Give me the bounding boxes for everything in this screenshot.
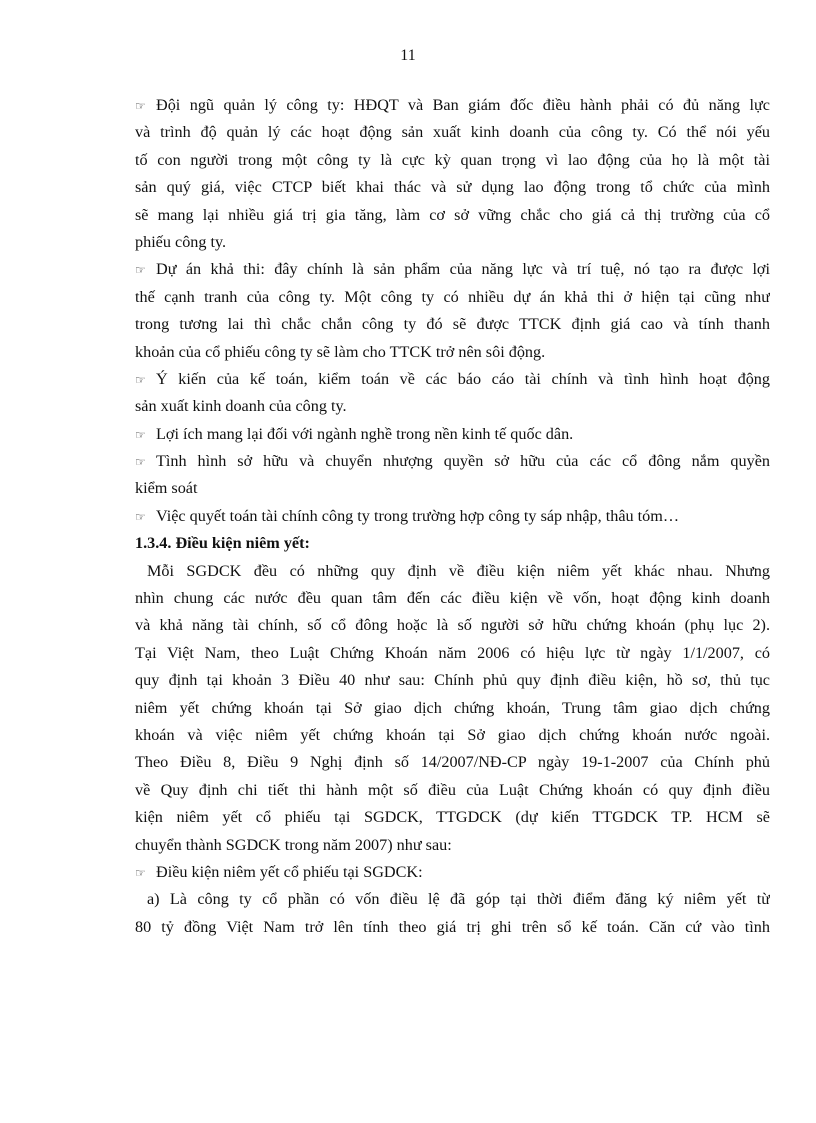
line-text: về Quy định chi tiết thi hành một số điều của Luật Chứng khoán có quy định điều xyxy=(135,780,770,799)
line-text: Đội ngũ quản lý công ty: HĐQT và Ban giám đốc điều hành phải có đủ năng lực xyxy=(156,96,770,114)
text-line xyxy=(135,92,770,119)
pointing-hand-icon: ☞ xyxy=(135,263,146,278)
line-text: Lợi ích mang lại đối với ngành nghề trong nền kinh tế quốc dân. xyxy=(156,424,574,443)
text-line xyxy=(135,147,770,174)
text-line xyxy=(135,640,770,667)
text-line xyxy=(135,393,770,420)
line-text: 1.3.4. Điều kiện niêm yết: xyxy=(135,534,310,553)
line-text: tố con người trong một công ty là cực kỳ quan trọng vì lao động của họ là một tài xyxy=(135,150,770,169)
text-line xyxy=(135,339,770,366)
text-line xyxy=(135,667,770,694)
document-body xyxy=(135,92,770,941)
pointing-hand-icon: ☞ xyxy=(135,509,146,524)
text-line xyxy=(135,366,770,393)
text-line xyxy=(135,475,770,502)
line-text: Ý kiến của kế toán, kiểm toán về các báo cáo tài chính và tình hình hoạt động xyxy=(156,369,770,388)
pointing-hand-icon: ☞ xyxy=(135,427,146,442)
text-line xyxy=(135,612,770,639)
line-text: khoản của cổ phiếu công ty sẽ làm cho TTCK trở nên sôi động. xyxy=(135,342,546,361)
text-line xyxy=(135,503,770,530)
line-text: niêm yết chứng khoán tại Sở giao dịch chứng khoán, Trung tâm giao dịch chứng xyxy=(135,698,770,717)
text-line xyxy=(135,119,770,146)
line-text: thế cạnh tranh của công ty. Một công ty có nhiều dự án khả thi ở hiện tại cũng như xyxy=(135,287,770,306)
text-line xyxy=(135,585,770,612)
line-text: Theo Điều 8, Điều 9 Nghị định số 14/2007/NĐ-CP ngày 19-1-2007 của Chính phủ xyxy=(135,753,770,772)
line-text: sản xuất kinh doanh của công ty. xyxy=(135,397,347,416)
pointing-hand-icon: ☞ xyxy=(135,865,146,880)
text-line xyxy=(135,722,770,749)
line-text: nhìn chung các nước đều quan tâm đến các điều kiện về vốn, hoạt động kinh doanh xyxy=(135,589,770,608)
line-text: quy định tại khoản 3 Điều 40 như sau: Chính phủ quy định điều kiện, hồ sơ, thủ tục xyxy=(135,671,770,690)
pointing-hand-icon: ☞ xyxy=(135,99,146,113)
text-line xyxy=(135,174,770,201)
pointing-hand-icon: ☞ xyxy=(135,455,146,470)
line-text: chuyển thành SGDCK trong năm 2007) như sau: xyxy=(135,835,452,854)
pointing-hand-icon: ☞ xyxy=(135,372,146,387)
line-text: kiểm soát xyxy=(135,479,198,498)
line-text: trong tương lai thì chắc chắn công ty đó sẽ được TTCK định giá cao và tính thanh xyxy=(135,315,770,334)
text-line xyxy=(135,558,770,585)
line-text: Tại Việt Nam, theo Luật Chứng Khoán năm 2006 có hiệu lực từ ngày 1/1/2007, có xyxy=(135,643,770,662)
page-number: 11 xyxy=(400,47,416,64)
line-text: Điều kiện niêm yết cổ phiếu tại SGDCK: xyxy=(156,862,423,881)
text-line xyxy=(135,311,770,338)
line-text: sẽ mang lại nhiều giá trị gia tăng, làm cơ sở vững chắc cho giá cả thị trường của cổ xyxy=(135,205,770,224)
text-line xyxy=(135,695,770,722)
text-line xyxy=(135,256,770,283)
text-line xyxy=(135,448,770,475)
line-text: khoán và việc niêm yết chứng khoán tại Sở giao dịch chứng khoán nước ngoài. xyxy=(135,725,770,744)
line-text: a) Là công ty cổ phần có vốn điều lệ đã góp tại thời điểm đăng ký niêm yết từ xyxy=(147,890,770,909)
text-line xyxy=(135,832,770,859)
line-text: và khả năng tài chính, số cổ đông hoặc là số người sở hữu chứng khoán (phụ lục 2). xyxy=(135,616,770,635)
line-text: Mỗi SGDCK đều có những quy định về điều kiện niêm yết khác nhau. Nhưng xyxy=(147,561,770,580)
text-line xyxy=(135,284,770,311)
text-line xyxy=(135,804,770,831)
line-text: sản quý giá, việc CTCP biết khai thác và sử dụng lao động trong tổ chức của mình xyxy=(135,178,770,197)
line-text: và trình độ quản lý các hoạt động sản xuất kinh doanh của công ty. Có thể nói yếu xyxy=(135,123,770,142)
line-text: Dự án khả thi: đây chính là sản phẩm của năng lực và trí tuệ, nó tạo ra được lợi xyxy=(156,260,770,279)
line-text: kiện niêm yết cổ phiếu tại SGDCK, TTGDCK (dự kiến TTGDCK TP. HCM sẽ xyxy=(135,808,770,827)
text-line xyxy=(135,859,770,886)
line-text: Tình hình sở hữu và chuyển nhượng quyền sở hữu của các cổ đông nắm quyền xyxy=(156,452,770,471)
line-text: Việc quyết toán tài chính công ty trong trường hợp công ty sáp nhập, thâu tóm… xyxy=(156,506,680,525)
text-line xyxy=(135,229,770,256)
line-text: phiếu công ty. xyxy=(135,232,227,251)
text-line xyxy=(135,421,770,448)
text-line xyxy=(135,914,770,941)
text-line xyxy=(135,886,770,913)
section-heading xyxy=(135,530,770,557)
line-text: 80 tỷ đồng Việt Nam trở lên tính theo giá trị ghi trên sổ kế toán. Căn cứ vào tình xyxy=(135,917,770,936)
text-line xyxy=(135,202,770,229)
text-line xyxy=(135,749,770,776)
text-line xyxy=(135,777,770,804)
